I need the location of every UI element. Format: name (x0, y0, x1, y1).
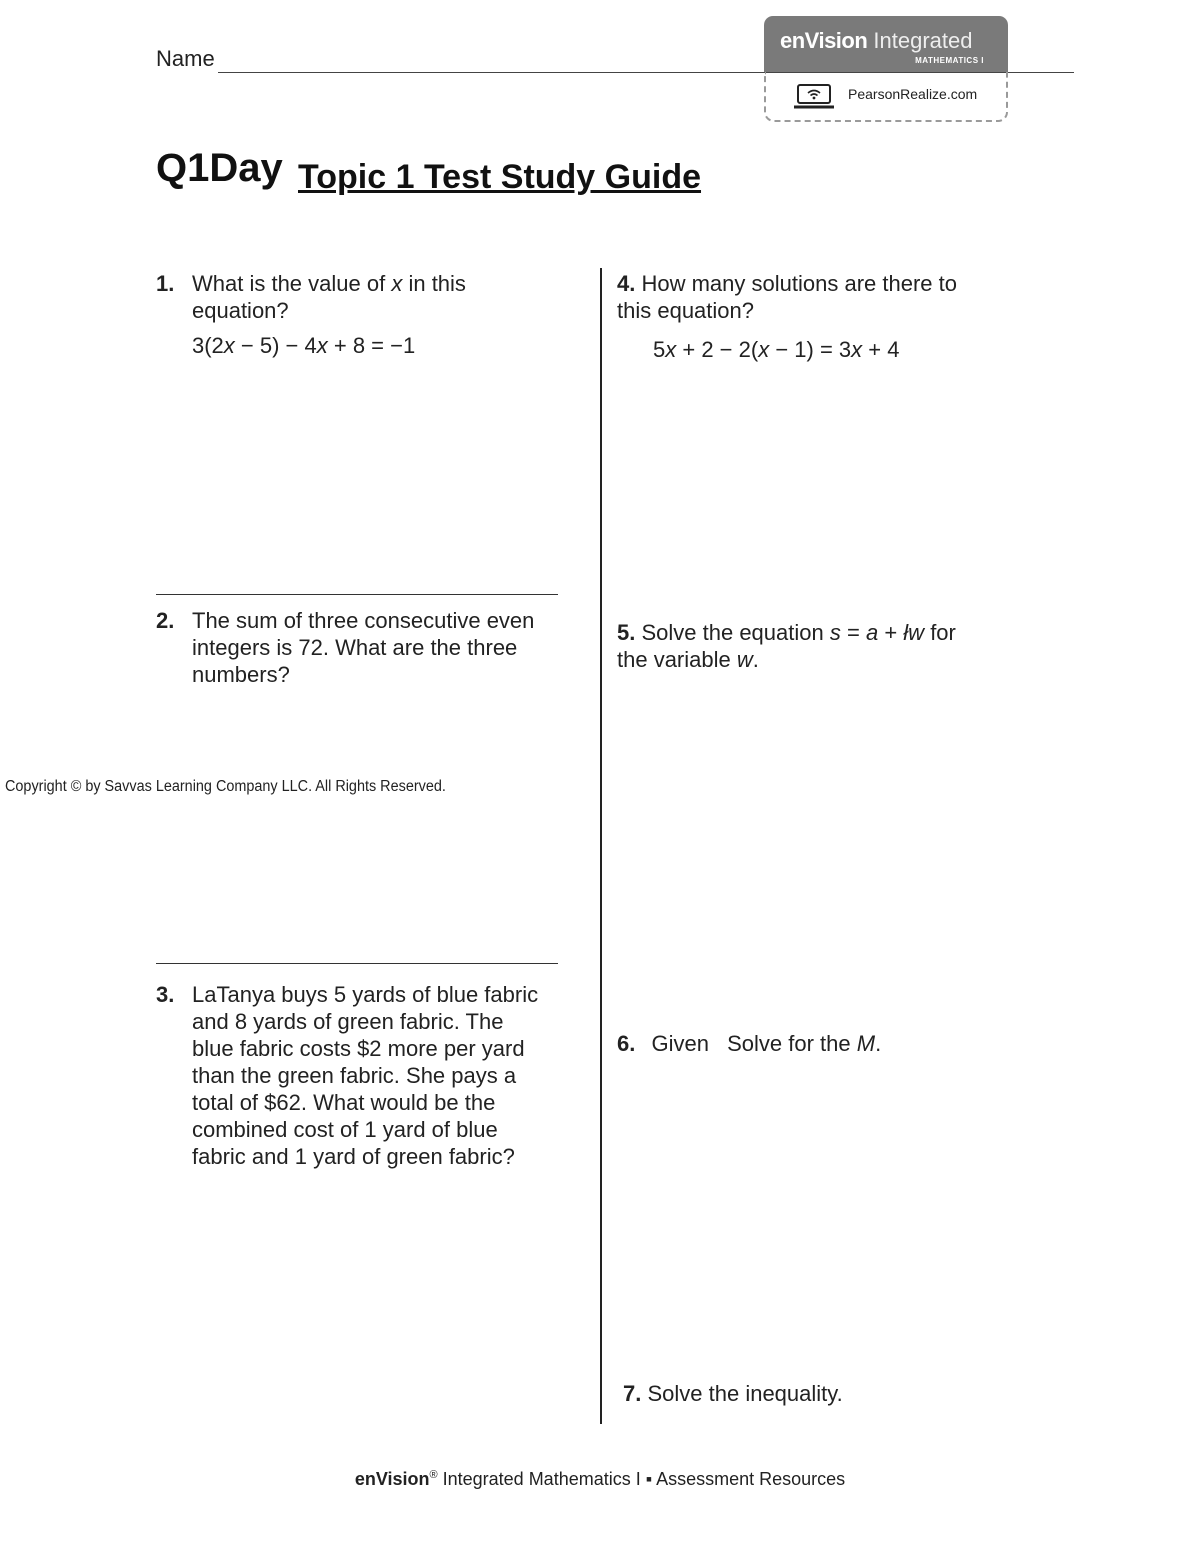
question-text: LaTanya buys 5 yards of blue fabric and 8 yards of green fabric. The blue fabric costs $2 more per yard than the green fabric. She pays a total of $62. What would be the combined cost of 1 yard of blue fabric and 1 yard of green fabric? (192, 982, 539, 1169)
question-text: The sum of three consecutive even integers is 72. What are the three numbers? (192, 608, 535, 687)
question-3 (156, 981, 586, 1181)
question-4 (617, 270, 1037, 330)
laptop-wifi-icon (794, 82, 834, 110)
answer-line-2[interactable] (156, 963, 558, 964)
pearson-realize-url[interactable]: PearsonRealize.com (848, 86, 978, 102)
title-prefix: Q1Day (156, 146, 283, 190)
question-2 (156, 607, 586, 697)
question-number: 4. (617, 271, 636, 296)
question-text: What is the value of x in this equation? (192, 271, 466, 323)
badge-subtitle: MATHEMATICS I (915, 56, 984, 65)
equation-4: 5x + 2 − 2(x − 1) = 3x + 4 (653, 337, 900, 362)
envision-badge (764, 16, 1008, 122)
name-label: Name (156, 46, 215, 71)
question-text: Solve the inequality. (647, 1381, 843, 1406)
page-footer: enVision® Integrated Mathematics I ▪ Assessment Resources (354, 1469, 846, 1489)
equation-1: 3(2x − 5) − 4x + 8 = −1 (192, 333, 416, 358)
question-number: 2. (156, 608, 175, 633)
question-number: 5. (617, 620, 636, 645)
question-text: Solve the equation (641, 620, 824, 645)
equation-5: s = a + łw (829, 620, 925, 645)
question-5: 5. Solve the equation s = a + łw for the variable w. (617, 620, 956, 672)
badge-footer (764, 72, 1008, 122)
question-7 (623, 1380, 1023, 1410)
copyright-notice: Copyright © by Savvas Learning Company LLC. All Rights Reserved. (5, 778, 446, 795)
answer-line-1[interactable] (156, 594, 558, 595)
question-text: How many solutions are there to (641, 271, 957, 296)
question-number: 7. (623, 1381, 642, 1406)
page-title: Topic 1 Test Study Guide (298, 158, 702, 196)
question-text-line2: this equation? (617, 298, 754, 323)
question-number: 1. (156, 271, 175, 296)
badge-header (764, 16, 1008, 72)
column-divider (600, 268, 602, 1424)
badge-brand: enVision Integrated (780, 28, 973, 53)
question-6: 6. Given Solve for the M. (617, 1031, 882, 1056)
question-number: 6. (617, 1031, 636, 1056)
question-number: 3. (156, 982, 175, 1007)
